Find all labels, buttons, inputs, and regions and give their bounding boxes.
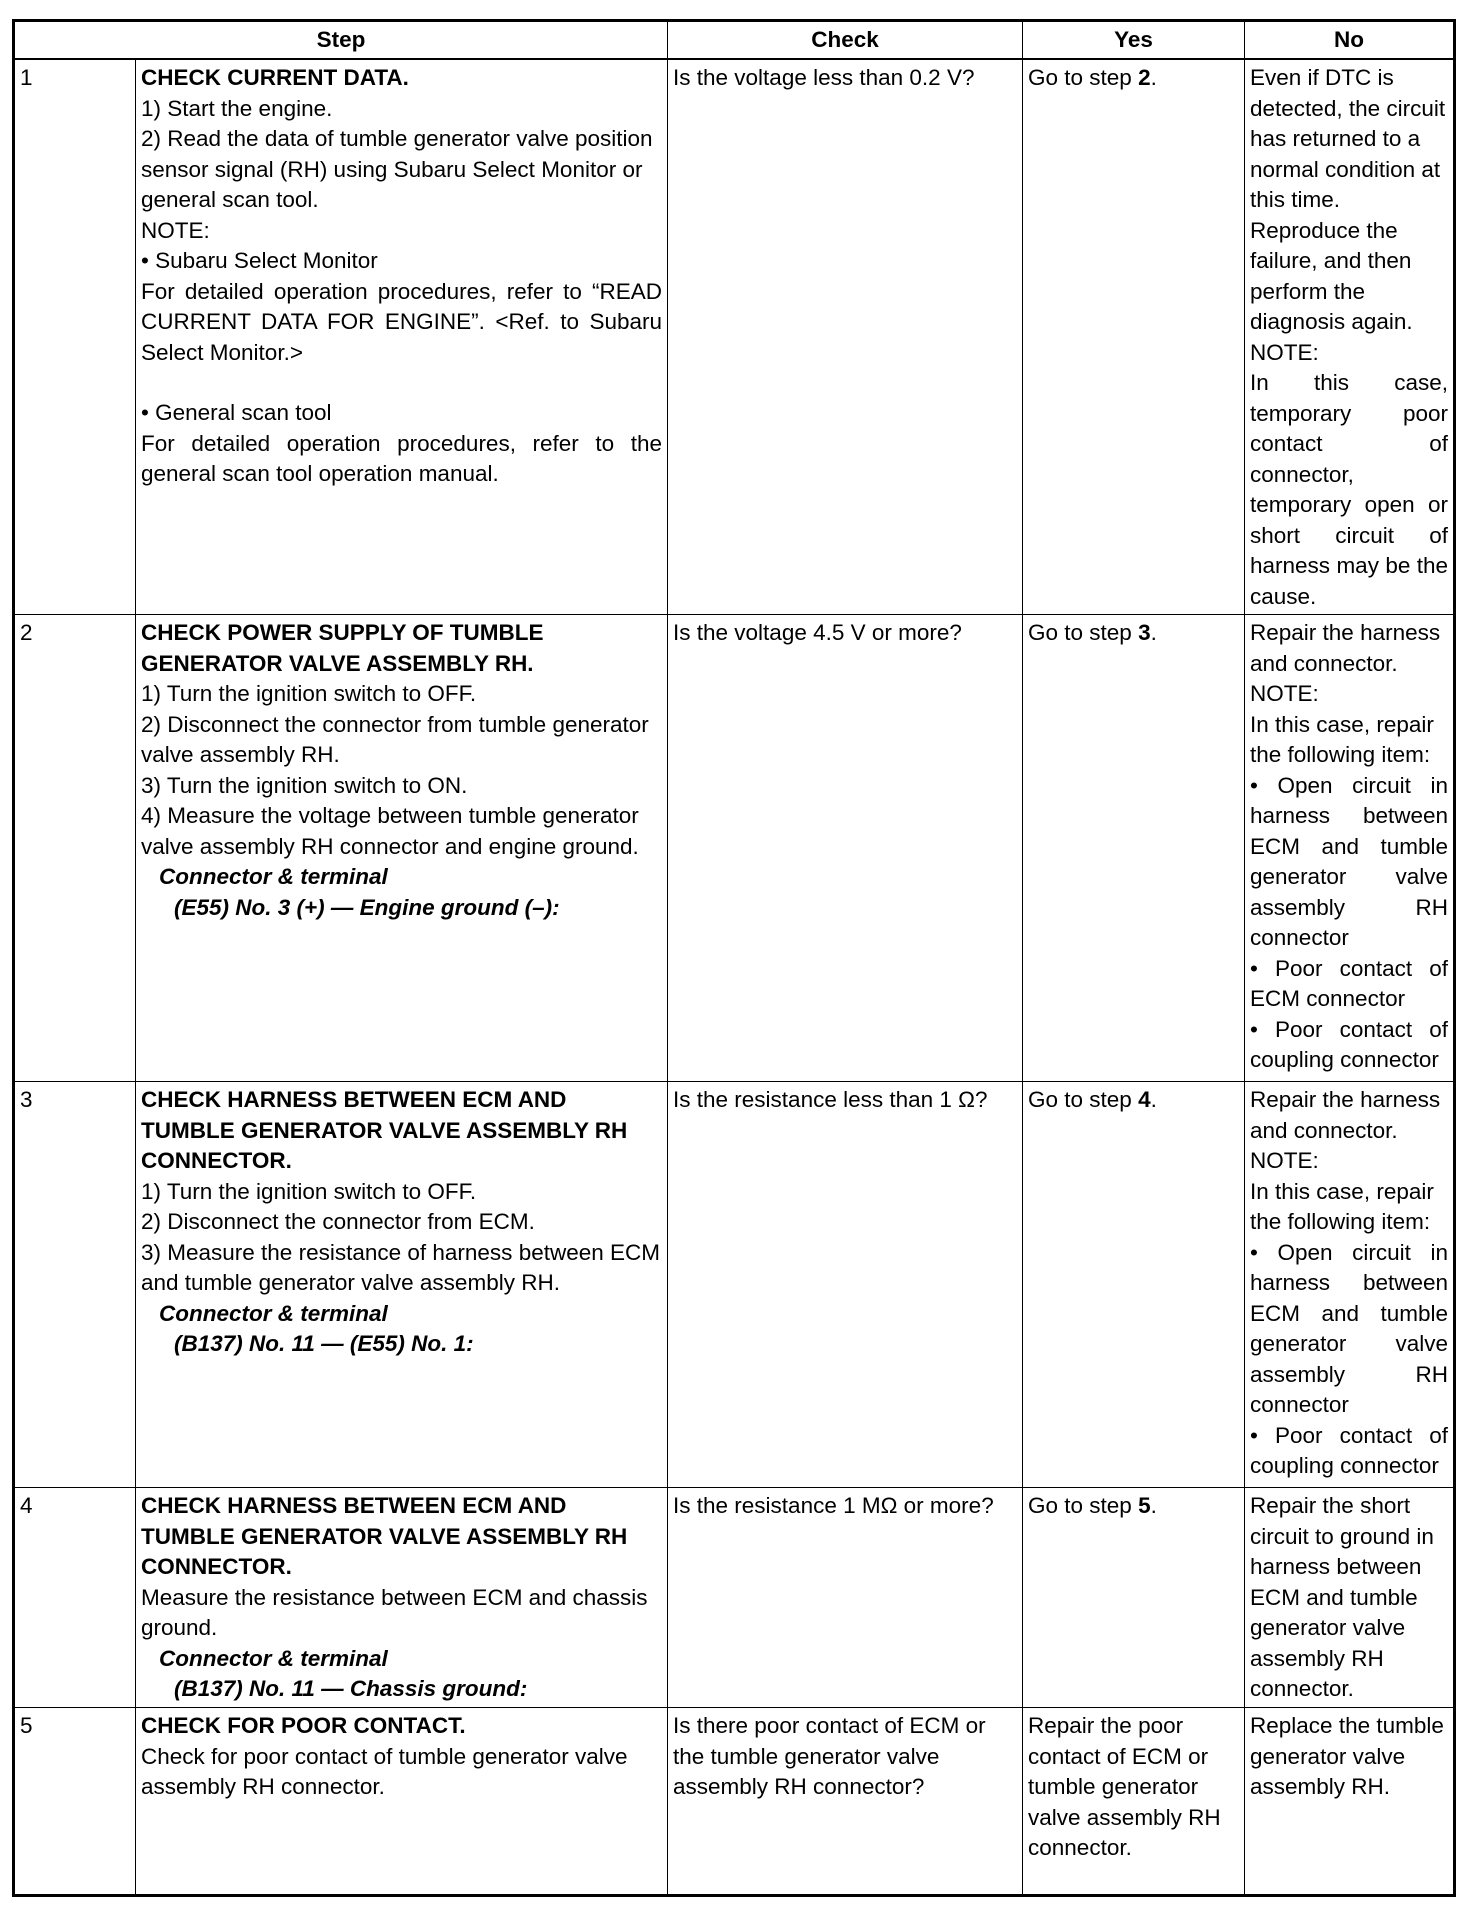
step-title: CHECK CURRENT DATA. [141,65,409,90]
step-number: 3 [14,1082,136,1488]
yes-prefix: Go to step [1028,65,1139,90]
no-cell [1245,1708,1455,1896]
table-row [14,1488,1455,1708]
no-text: Repair the short circuit to ground in harness between ECM and tumble generator valve assembly RH connector. [1250,1493,1434,1701]
no-note-text: In this case, repair the following item: [1250,1178,1434,1234]
no-item: • Poor contact of coupling connector [1250,1422,1449,1478]
header-step: Step [14,21,668,60]
yes-suffix: . [1150,620,1157,645]
yes-cell [1023,59,1245,615]
yes-cell: Repair the poor contact of ECM or tumble generator valve assembly RH connector. [1023,1708,1245,1896]
step-title: CHECK HARNESS BETWEEN ECM AND TUMBLE GENERATOR VALVE ASSEMBLY RH CONNECTOR. [141,1087,628,1173]
step-line: 2) Disconnect the connector from tumble generator valve assembly RH. [141,711,649,767]
header-check: Check [668,21,1023,60]
check-cell: Is there poor contact of ECM or the tumble generator valve assembly RH connector? [668,1708,1023,1896]
step-cell [136,59,668,615]
yes-prefix: Go to step [1028,1493,1139,1518]
step-line: 1) Start the engine. [141,95,333,121]
no-cell [1245,615,1455,1082]
no-cell [1245,59,1455,615]
connector-label: Connector & terminal [159,864,388,889]
check-cell: Is the voltage less than 0.2 V? [668,59,1023,615]
step-title: CHECK POWER SUPPLY OF TUMBLE GENERATOR VALVE ASSEMBLY RH. [141,620,544,676]
table-row [14,1708,1455,1896]
connector-value: (E55) No. 3 (+) — Engine ground (–): [174,894,560,920]
yes-cell [1023,1488,1245,1708]
table-row [14,615,1455,1082]
no-cell [1245,1488,1455,1708]
yes-cell [1023,1082,1245,1488]
no-text: Replace the tumble generator valve assembly RH. [1250,1713,1444,1799]
no-item: • Open circuit in harness between ECM and tumble generator valve assembly RH connector [1250,1239,1449,1417]
step-line: Check for poor contact of tumble generator valve assembly RH connector. [141,1743,628,1799]
check-cell: Is the resistance 1 MΩ or more? [668,1488,1023,1708]
no-cell [1245,1082,1455,1488]
no-text: Even if DTC is detected, the circuit has returned to a normal condition at this time. Reproduce the failure, and then perform the diagnosis again. [1250,65,1446,334]
header-no: No [1245,21,1455,60]
diagnostic-table [12,19,1456,1897]
note-text: For detailed operation procedures, refer to “READ CURRENT DATA FOR ENGINE”. <Ref. to Subaru Select Monitor.> [141,278,663,365]
connector-value: (B137) No. 11 — (E55) No. 1: [174,1331,474,1356]
yes-step: 4 [1138,1087,1151,1112]
no-item: • Open circuit in harness between ECM and tumble generator valve assembly RH connector [1250,772,1449,950]
no-item: • Poor contact of coupling connector [1250,1016,1449,1072]
step-line: 1) Turn the ignition switch to OFF. [141,681,477,706]
yes-cell [1023,615,1245,1082]
note-bullet: • Subaru Select Monitor [141,248,378,273]
yes-step: 5 [1138,1493,1151,1518]
note-text: For detailed operation procedures, refer to the general scan tool operation manual. [141,430,663,486]
connector-label: Connector & terminal [159,1300,388,1326]
yes-step: 3 [1138,620,1151,645]
no-note-label: NOTE: [1250,1148,1319,1173]
step-cell [136,615,668,1082]
note-label: NOTE: [141,217,210,243]
yes-step: 2 [1138,65,1151,90]
step-cell [136,1708,668,1896]
step-number: 4 [14,1488,136,1708]
step-line: Measure the resistance between ECM and chassis ground. [141,1584,648,1640]
step-number: 5 [14,1708,136,1896]
step-line: 2) Disconnect the connector from ECM. [141,1209,535,1234]
note-bullet: • General scan tool [141,400,332,425]
no-note-text: In this case, repair the following item: [1250,711,1434,767]
check-cell: Is the resistance less than 1 Ω? [668,1082,1023,1488]
no-note-text: In this case, temporary poor contact of connector, temporary open or short circuit of harness may be the cause. [1250,370,1449,609]
step-line: 1) Turn the ignition switch to OFF. [141,1178,477,1204]
no-note-label: NOTE: [1250,339,1319,365]
step-number: 1 [14,59,136,615]
step-line: 2) Read the data of tumble generator valve position sensor signal (RH) using Subaru Select Monitor or general scan tool. [141,126,653,212]
header-row [14,21,1455,60]
note-gap [141,368,662,398]
table-row [14,1082,1455,1488]
yes-prefix: Go to step [1028,1087,1139,1112]
step-line: 3) Turn the ignition switch to ON. [141,772,468,798]
connector-value: (B137) No. 11 — Chassis ground: [174,1676,528,1701]
step-cell [136,1082,668,1488]
yes-suffix: . [1150,65,1157,90]
step-title: CHECK FOR POOR CONTACT. [141,1713,466,1738]
connector-label: Connector & terminal [159,1645,388,1671]
table-row [14,59,1455,615]
header-yes: Yes [1023,21,1245,60]
step-cell [136,1488,668,1708]
no-text: Repair the harness and connector. [1250,1087,1441,1143]
no-item: • Poor contact of ECM connector [1250,955,1449,1011]
no-note-label: NOTE: [1250,681,1319,706]
yes-suffix: . [1150,1493,1157,1518]
step-line: 4) Measure the voltage between tumble generator valve assembly RH connector and engine ground. [141,803,639,859]
check-cell: Is the voltage 4.5 V or more? [668,615,1023,1082]
step-line: 3) Measure the resistance of harness between ECM and tumble generator valve assembly RH. [141,1239,661,1295]
step-title: CHECK HARNESS BETWEEN ECM AND TUMBLE GENERATOR VALVE ASSEMBLY RH CONNECTOR. [141,1493,628,1579]
step-number: 2 [14,615,136,1082]
yes-prefix: Go to step [1028,620,1139,645]
yes-suffix: . [1150,1087,1157,1112]
no-text: Repair the harness and connector. [1250,620,1441,676]
